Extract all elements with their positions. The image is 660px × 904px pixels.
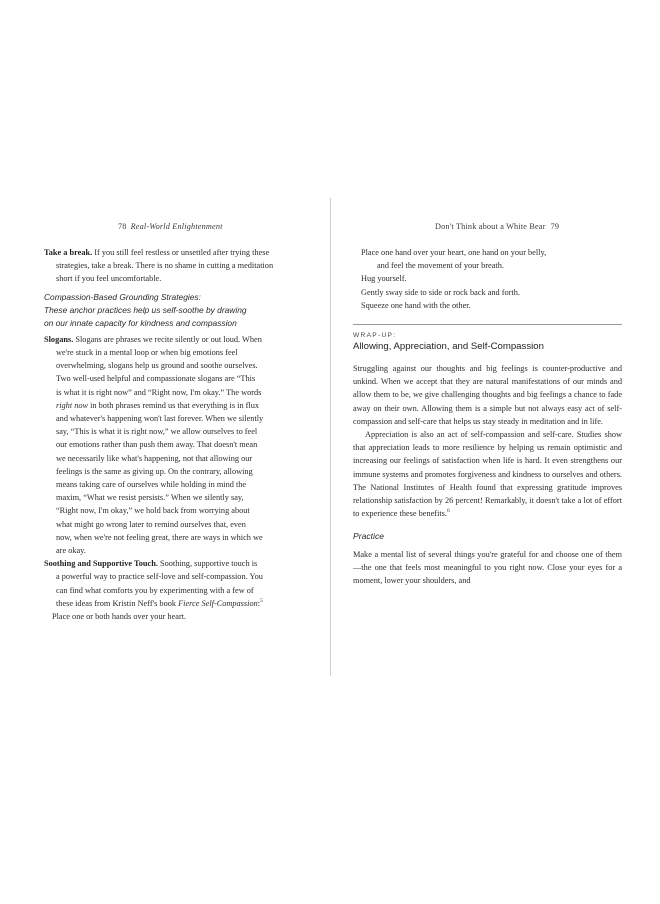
touch-line: Squeeze one hand with the other. xyxy=(361,300,471,310)
right-page-body xyxy=(353,246,622,587)
left-running-title: Real-World Enlightenment xyxy=(130,222,223,231)
wrap-up-label: WRAP-UP: xyxy=(353,332,397,340)
take-break-paragraph xyxy=(44,246,284,286)
slogans-text-2: in both phrases remind us that everything is in flux and whatever's happening won't last forever. When we silently say, “This is what it is right now,” we allow ourselves to feel our emotions rather than push them away. That doesn't mean we necessarily like what's happening, not that allowing our feelings is the same as giving up. On the contrary, allowing means taking care of ourselves while holding in mind the maxim, “What we resist persists.” When we silently say, “Right now, I'm okay,” we hold back from worrying about what might go wrong later to remind ourselves that, even now, when we're not feeling great, there are ways in which we are okay. xyxy=(56,400,264,556)
touch-line-left: Place one or both hands over your heart. xyxy=(52,612,187,622)
wrap-up-paragraph-1: Struggling against our thoughts and big feelings is counter-productive and unkind. When we accept that they are natural manifestations of our minds and allow them to be, we give challenging thoughts and big feelings a chance to fade away on their own. Allowing them is a simple but not always easy act of self-compassion and self-care that helps us stay steady in meditation and in life. xyxy=(353,364,622,426)
right-page xyxy=(331,0,660,904)
soothing-book-title: Fierce Self-Compassion xyxy=(178,598,258,608)
slogans-emphasis: right now xyxy=(56,400,89,410)
wrap-up-paragraph-2 xyxy=(353,428,622,520)
take-break-text: If you still feel restless or unsettled after trying these strategies, take a break. There is no shame in cutting a meditation short if you feel uncomfortable. xyxy=(56,248,274,284)
wrap-up-paragraph-2-text: Appreciation is also an act of self-compassion and self-care. Studies show that appreciation leads to more resilience by helping us remain optimistic and increasing our feelings of satisfaction when life is hard. It even strengthens our immune systems and promotes forgiveness and kindness to ourselves and others. The National Institutes of Health found that expressing gratitude improves relationship satisfaction by 26 percent! Remarkably, it doesn't take a lot of effort to experience these benefits. xyxy=(353,430,622,519)
left-running-head xyxy=(118,222,223,231)
touch-line: Hug yourself. xyxy=(361,274,407,284)
wrap-up-title: Allowing, Appreciation, and Self-Compassion xyxy=(353,341,544,353)
wrap-up-divider xyxy=(353,324,622,325)
slogans-text-1: Slogans are phrases we recite silently or out loud. When we're stuck in a mental loop or when big emotions feel overwhelming, slogans help us ground and soothe ourselves. Two well-used helpful and compassionate slogans are “This is what it is right now” and “Right now, I'm okay.” The words xyxy=(56,334,262,397)
right-running-title: Don't Think about a White Bear xyxy=(435,222,546,231)
left-page-number: 78 xyxy=(118,222,127,231)
touch-line: Gently sway side to side or rock back and forth. xyxy=(361,287,520,297)
soothing-paragraph xyxy=(44,557,284,610)
right-page-number: 79 xyxy=(550,222,560,231)
slogans-lead: Slogans. xyxy=(44,334,74,344)
take-break-lead: Take a break. xyxy=(44,248,93,257)
slogans-paragraph xyxy=(44,333,284,557)
practice-heading: Practice xyxy=(353,531,385,542)
soothing-text-1: Soothing, supportive touch is a powerful way to practice self-love and self-compassion. You can find what comforts you by experimenting with a few of these ideas from Kristin Neff's book xyxy=(56,559,263,608)
left-page-body xyxy=(44,246,284,623)
soothing-lead: Soothing and Supportive Touch. xyxy=(44,559,158,569)
touch-line: Place one hand over your heart, one hand on your belly, xyxy=(361,248,547,257)
touch-line: and feel the movement of your breath. xyxy=(377,261,504,271)
compassion-section-heading: Compassion-Based Grounding Strategies: These anchor practices help us self-soothe by drawing on our innate capacity for kindness and compassion xyxy=(44,291,247,329)
right-running-head xyxy=(435,222,559,231)
footnote-5: 5 xyxy=(260,598,263,605)
footnote-6: 6 xyxy=(447,508,450,515)
soothing-text-2: : xyxy=(257,598,261,608)
practice-paragraph: Make a mental list of several things you're grateful for and choose one of them—the one that feels most meaningful to you right now. Close your eyes for a moment, lower your shoulders, and xyxy=(353,549,622,586)
